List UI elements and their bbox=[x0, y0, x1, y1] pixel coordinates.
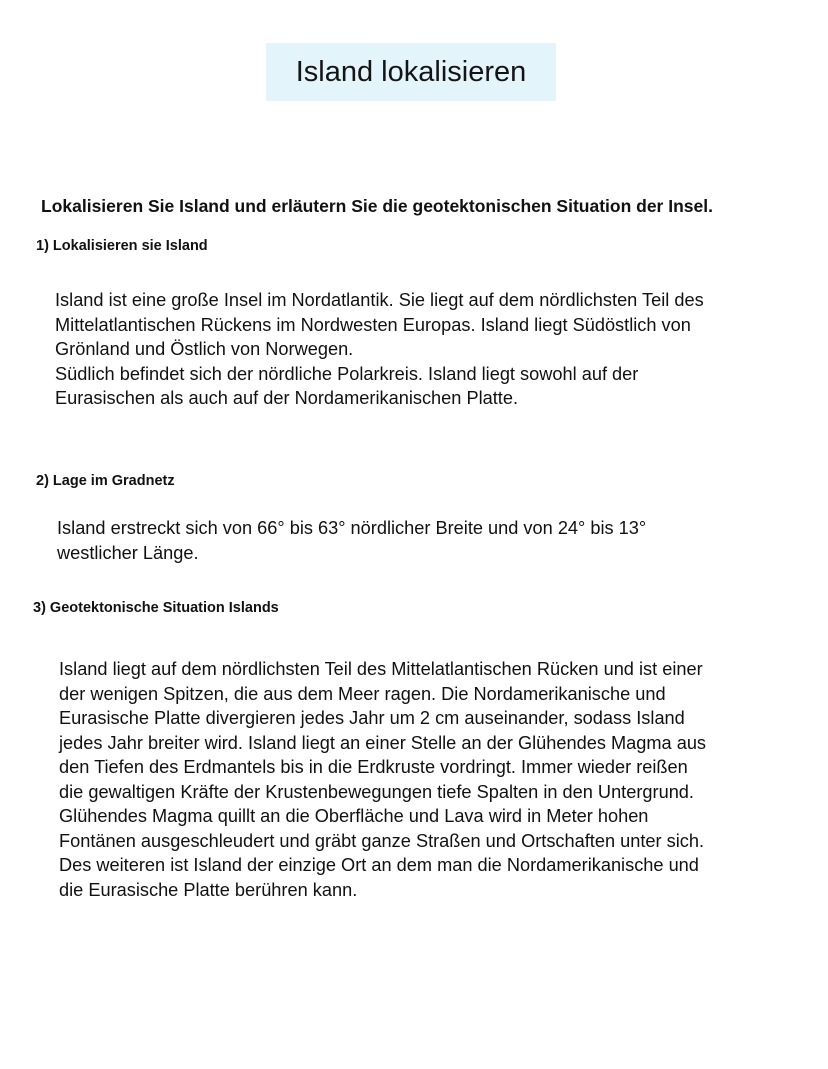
section-paragraph-1 bbox=[55, 288, 704, 411]
paragraph-line: die gewaltigen Kräfte der Krustenbewegungen tiefe Spalten in den Untergrund. bbox=[59, 781, 694, 802]
paragraph-line: Mittelatlantischen Rückens im Nordwesten Europas. Island liegt Südöstlich von bbox=[55, 314, 691, 335]
paragraph-line: den Tiefen des Erdmantels bis in die Erdkruste vordringt. Immer wieder reißen bbox=[59, 757, 688, 777]
paragraph-line: Eurasische Platte divergieren jedes Jahr um 2 cm auseinander, sodass Island bbox=[59, 708, 685, 728]
paragraph-line: Des weiteren ist Island der einzige Ort an dem man die Nordamerikanische und bbox=[59, 855, 699, 875]
paragraph-line: jedes Jahr breiter wird. Island liegt an einer Stelle an der Glühendes Magma aus bbox=[59, 732, 707, 753]
paragraph-line: Island liegt auf dem nördlichsten Teil des Mittelatlantischen Rücken und ist einer bbox=[59, 659, 703, 679]
paragraph-line: westlicher Länge. bbox=[57, 542, 199, 563]
page-title: Island lokalisieren bbox=[295, 55, 527, 88]
section-paragraph-3 bbox=[59, 657, 706, 902]
paragraph-line: die Eurasische Platte berühren kann. bbox=[59, 879, 358, 900]
section-paragraph-2 bbox=[57, 516, 646, 565]
section-heading-1: 1) Lokalisieren sie Island bbox=[36, 238, 208, 254]
paragraph-line: Island ist eine große Insel im Nordatlantik. Sie liegt auf dem nördlichsten Teil des bbox=[55, 290, 704, 310]
paragraph-line: Grönland und Östlich von Norwegen. bbox=[55, 339, 354, 359]
section-heading-2: 2) Lage im Gradnetz bbox=[36, 473, 175, 489]
task-statement: Lokalisieren Sie Island und erläutern Sie die geotektonischen Situation der Insel. bbox=[41, 196, 713, 216]
paragraph-line: Glühendes Magma quillt an die Oberfläche und Lava wird in Meter hohen bbox=[59, 806, 649, 826]
title-box bbox=[266, 43, 556, 101]
paragraph-line: Eurasischen als auch auf der Nordamerikanischen Platte. bbox=[55, 388, 519, 408]
paragraph-line: Fontänen ausgeschleudert und gräbt ganze Straßen und Ortschaften unter sich. bbox=[59, 830, 705, 851]
paragraph-line: Island erstreckt sich von 66° bis 63° nördlicher Breite und von 24° bis 13° bbox=[57, 518, 647, 538]
paragraph-line: der wenigen Spitzen, die aus dem Meer ragen. Die Nordamerikanische und bbox=[59, 683, 666, 704]
section-heading-3: 3) Geotektonische Situation Islands bbox=[33, 600, 279, 616]
paragraph-line: Südlich befindet sich der nördliche Polarkreis. Island liegt sowohl auf der bbox=[55, 363, 639, 384]
